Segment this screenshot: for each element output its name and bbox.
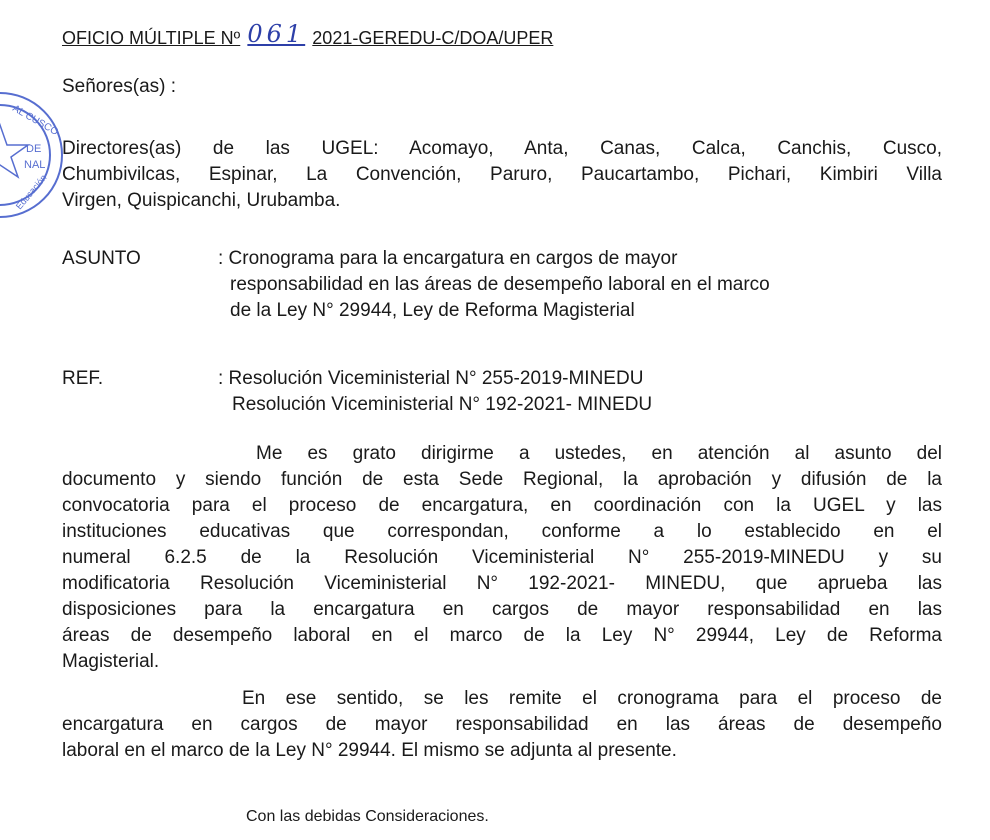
header-code: 2021-GEREDU-C/DOA/UPER: [312, 28, 554, 48]
recipients-line: Directores(as) de las UGEL: Acomayo, Anta, Canas, Calca, Canchis, Cusco,: [62, 138, 942, 159]
handwritten-document-number: 061: [247, 20, 306, 48]
recipients: [62, 136, 942, 214]
body-line: En ese sentido, se les remite el cronograma para el proceso de: [242, 688, 942, 709]
recipients-line: Chumbivilcas, Espinar, La Convención, Paruro, Paucartambo, Pichari, Kimbiri Villa: [62, 164, 942, 185]
svg-text:DE: DE: [26, 143, 42, 155]
body-line: disposiciones para la encargatura en cargos de mayor responsabilidad en las: [62, 599, 942, 620]
reference-line: Resolución Viceministerial N° 192-2021- MINEDU: [232, 394, 653, 415]
document-header: [62, 22, 702, 50]
closing-line: Con las debidas Consideraciones.: [246, 808, 489, 825]
body-line: áreas de desempeño laboral en el marco de la Ley N° 29944, Ley de Reforma: [62, 625, 942, 646]
salutation: Señores(as) :: [62, 76, 177, 97]
subject-text: [218, 246, 938, 324]
body-line: convocatoria para el proceso de encargatura, en coordinación con la UGEL y las: [62, 495, 942, 516]
reference-line: : Resolución Viceministerial N° 255-2019-MINEDU: [218, 368, 644, 389]
reference-text: [218, 366, 938, 418]
body-line: instituciones educativas que correspondan, conforme a lo establecido en el: [62, 521, 942, 542]
body-line: Magisterial.: [62, 651, 160, 672]
body-line: documento y siendo función de esta Sede Regional, la aprobación y difusión de la: [62, 469, 942, 490]
reference-label: REF.: [62, 368, 104, 389]
body-line: modificatoria Resolución Viceministerial N° 192-2021- MINEDU, que aprueba las: [62, 573, 942, 594]
svg-text:AL CUSCO: AL CUSCO: [10, 103, 60, 138]
official-seal-stamp: [0, 70, 70, 240]
subject-line: responsabilidad en las áreas de desempeño laboral en el marco: [230, 274, 770, 295]
subject-line: : Cronograma para la encargatura en cargos de mayor: [218, 248, 678, 269]
body-paragraph-1: [62, 441, 942, 675]
body-line: laboral en el marco de la Ley N° 29944. El mismo se adjunta al presente.: [62, 740, 677, 761]
body-line: encargatura en cargos de mayor responsabilidad en las áreas de desempeño: [62, 714, 942, 735]
subject-label: ASUNTO: [62, 248, 141, 269]
recipients-line: Virgen, Quispicanchi, Urubamba.: [62, 190, 341, 211]
subject-line: de la Ley N° 29944, Ley de Reforma Magisterial: [230, 300, 635, 321]
body-paragraph-2: [62, 686, 942, 764]
body-line: Me es grato dirigirme a ustedes, en atención al asunto del: [256, 443, 942, 464]
svg-text:Educación: Educación: [13, 172, 49, 212]
header-prefix: OFICIO MÚLTIPLE Nº: [62, 28, 241, 48]
body-line: numeral 6.2.5 de la Resolución Viceministerial N° 255-2019-MINEDU y su: [62, 547, 942, 568]
svg-text:NAL: NAL: [24, 159, 46, 171]
